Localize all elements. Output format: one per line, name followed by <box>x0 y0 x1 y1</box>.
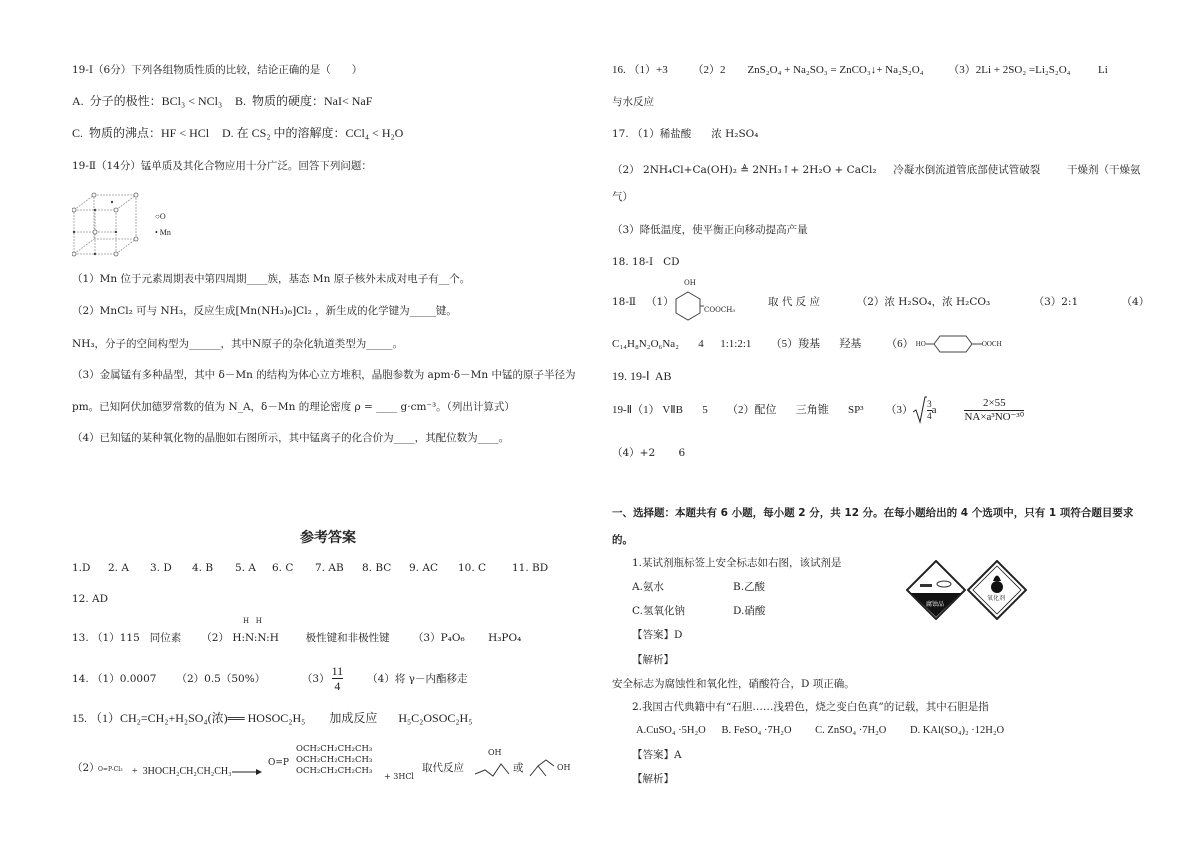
phosphate-chain-1: OCH₂CH₂CH₂CH₃ <box>296 744 373 754</box>
fraction-numerator: 11 <box>331 664 344 678</box>
oxidizer-sign-icon <box>967 560 1027 620</box>
section-heading: 一、选择题：本题共有 6 小题，每小题 2 分，共 12 分。在每小题给出的 4 个选项中，只有 1 项符合题目要求 <box>612 507 1134 519</box>
answer-item: 4. B <box>192 562 214 574</box>
corrosive-sign-icon <box>906 560 966 620</box>
answer-item: 11. BD <box>512 562 549 574</box>
cooch3-label: COOCH₃ <box>704 306 736 314</box>
q19-2-stem: 19-Ⅱ（14分）锰单质及其化合物应用十分广泛。回答下列问题： <box>72 160 372 172</box>
answer-17-part3: （3）降低温度，使平衡正向移动提高产量 <box>612 224 808 236</box>
answer-17-part2: （2） 2NH₄Cl+Ca(OH)₂ ≜ 2NH₃↑+ 2H₂O + CaCl₂ 冷凝水倒流道管底部使试管破裂 干燥剂（干燥氨 <box>612 164 1141 176</box>
isobutanol-structure <box>528 758 558 780</box>
answer-18-2: 18-Ⅱ （1） <box>612 296 674 308</box>
q2-analysis-label: 【解析】 <box>632 773 674 785</box>
q19-1-option-c: C. 物质的沸点：HF < HCl <box>72 126 210 140</box>
q1-option-c: C.氢氧化钠 <box>632 605 685 617</box>
density-denominator: NA×a³NO⁻³⁰ <box>964 410 1025 423</box>
density-numerator: 2×55 <box>982 396 1006 409</box>
sqrt-numerator: 3 <box>927 398 932 409</box>
q19-2-part3b: pm。已知阿伏加德罗常数的值为 N_A，δ－Mn 的理论密度 ρ = ____ g·cm⁻³。（列出计算式） <box>72 401 515 413</box>
fraction-denominator: 4 <box>334 679 341 693</box>
q19-2-part3: （3）金属锰有多种晶型，其中 δ－Mn 的结构为体心立方堆积，晶胞参数为 apm·δ－Mn 中锰的原子半径为 <box>72 369 576 381</box>
q19-2-part1: （1）Mn 位于元素周期表中第四周期____族，基态 Mn 原子核外未成对电子有__个。 <box>72 273 471 285</box>
arrow-icon <box>232 768 262 776</box>
answer-16-cont: 与水反应 <box>612 96 654 108</box>
answer-18-3: C₁₄H₈N₂O₆Na₂ 4 1:1:2:1 （5）羧基 羟基 （6） <box>612 338 914 350</box>
answer-17-part1: 17. （1）稀盐酸 浓 H₂SO₄ <box>612 128 759 140</box>
legend-manganese: • Mn <box>155 228 171 237</box>
q1-option-d: D.硝酸 <box>733 605 766 617</box>
answer-19-4: （4）+2 6 <box>612 447 686 459</box>
answer-15-part2-label: （2） <box>72 762 100 774</box>
oxidizer-sign-label: 氧化剂 <box>987 595 1006 602</box>
q19-1-option-b: B. 物质的硬度：NaI< NaF <box>235 94 373 108</box>
sqrt-symbol <box>913 396 927 424</box>
answer-18-1: 18. 18-Ⅰ CD <box>612 256 680 268</box>
question-2: 2.我国古代典籍中有“石胆……浅碧色，烧之变白色真”的记载，其中石胆是指 <box>632 701 989 713</box>
crystal-cell-diagram <box>72 192 142 258</box>
hydroxyphenyl-formate-structure <box>926 334 982 354</box>
phosphate-chain-2: OCH₂CH₂CH₂CH₃ <box>296 755 373 765</box>
question-1: 1.某试剂瓶标签上安全标志如右图，该试剂是 <box>632 557 842 569</box>
answer-13: 13. （1）115 同位素 （2） H:N:N:H 极性键和非极性键 （3）P₄O₆ H₃PO₄ <box>72 632 522 644</box>
oh-label: OH <box>488 748 502 757</box>
butanol-reactant: + 3HOCH₂CH₂CH₂CH₃ <box>132 766 232 777</box>
answer-19-1: 19. 19-Ⅰ AB <box>612 369 672 383</box>
q1-analysis-label: 【解析】 <box>632 654 674 666</box>
section-heading-cont: 的。 <box>612 534 633 546</box>
sqrt-a: a <box>931 404 937 416</box>
q19-2-part2b: NH₃，分子的空间构型为______，其中N原子的杂化轨道类型为_____。 <box>72 338 403 350</box>
answer-14-row <box>72 664 467 693</box>
fraction <box>332 664 344 693</box>
hcl-product: + 3HCl <box>384 772 414 781</box>
answer-item: 5. A <box>235 562 256 574</box>
phosphate-chain-3: OCH₂CH₂CH₂CH₃ <box>296 766 373 776</box>
q1-answer: 【答案】D <box>632 629 683 641</box>
answer-17-part2-cont: 气） <box>612 191 633 203</box>
legend-oxygen: ○O <box>155 212 166 221</box>
q19-1-option-d: D. 在 CS₂ 中的溶解度：CCl₄ < H₂O <box>222 126 404 140</box>
q19-2-part4: （4）已知锰的某种氧化物的晶胞如右图所示，其中锰离子的化合价为____，其配位数为____。 <box>72 432 510 444</box>
answer-15-part1: 15. （1）CH₂=CH₂+H₂SO₄(浓)══ HOSOC₂H₅ 加成反应 H₅C₂OSOC₂H₅ <box>72 711 473 725</box>
answer-item: 2. A <box>108 562 129 574</box>
q2-options: A.CuSO₄ ·5H₂O B. FeSO₄ ·7H₂O C. ZnSO₄ ·7H₂O D. KAl(SO₄)₂ ·12H₂O <box>636 725 1005 736</box>
q2-answer: 【答案】A <box>632 749 682 761</box>
oocH-label: OOCH <box>981 340 1002 348</box>
q1-option-a: A.氨水 <box>632 581 664 593</box>
sqrt-denominator: 4 <box>927 410 932 421</box>
2-butanol-structure <box>475 760 511 778</box>
pocl3-structure: O=P-Cl₃ <box>98 766 123 773</box>
answer-15-type: 取代反应 <box>422 762 464 774</box>
q19-2-part2: （2）MnCl₂ 可与 NH₃，反应生成[Mn(NH₃)₆]Cl₂ ，新生成的化学键为_____键。 <box>72 305 457 317</box>
answer-item: 9. AC <box>409 562 438 574</box>
q19-1-stem: 19-Ⅰ（6分）下列各组物质性质的比较，结论正确的是（ ） <box>72 64 363 76</box>
answers-title: 参考答案 <box>300 530 356 546</box>
density-fraction <box>964 397 1024 424</box>
answer-item: 10. C <box>458 562 487 574</box>
answer-19-2-row <box>612 396 1024 424</box>
answer-19-2: 19-Ⅱ（1） VⅡB 5 （2）配位 三角锥 SP³ （3） <box>612 404 914 416</box>
q1-explanation: 安全标志为腐蚀性和氧化性，硝酸符合，D 项正确。 <box>612 678 855 690</box>
answer-item: 3. D <box>150 562 172 574</box>
phosphate-op: O=P <box>268 758 289 768</box>
methyl-salicylate-structure <box>672 290 704 322</box>
oh-label: OH <box>684 279 696 287</box>
a13-h-atoms: H H <box>243 617 262 625</box>
ho-label: HO <box>915 340 926 348</box>
oh-label: OH <box>557 763 571 772</box>
or-text: 或 <box>513 762 524 774</box>
q1-option-b: B.乙酸 <box>733 581 766 593</box>
answer-item: 12. AD <box>72 593 109 605</box>
answer-18-2-rest: 取 代 反 应 （2）浓 H₂SO₄，浓 H₂CO₃ （3）2:1 （4） <box>768 296 1150 308</box>
answer-18-3-row <box>612 334 1002 354</box>
answer-item: 8. BC <box>362 562 392 574</box>
answer-16: 16. （1）+3 （2）2 ZnS₂O₄ + Na₂SO₃ = ZnCO₃↓+ Na₂S₂O₄ （3）2Li + 2SO₂ =Li₂S₂O₄ Li <box>612 64 1108 76</box>
answer-14: 14. （1）0.0007 （2）0.5（50%） （3） <box>72 672 330 685</box>
corrosive-sign-label: 腐蚀品 <box>926 601 945 608</box>
answer-14-part4: （4）将 γ－内酯移走 <box>367 672 468 685</box>
q19-1-option-a: A. 分子的极性：BCl₃ < NCl₃ <box>72 94 223 108</box>
answer-item: 7. AB <box>315 562 344 574</box>
answer-item: 6. C <box>272 562 294 574</box>
answer-item: 1.D <box>72 562 91 574</box>
